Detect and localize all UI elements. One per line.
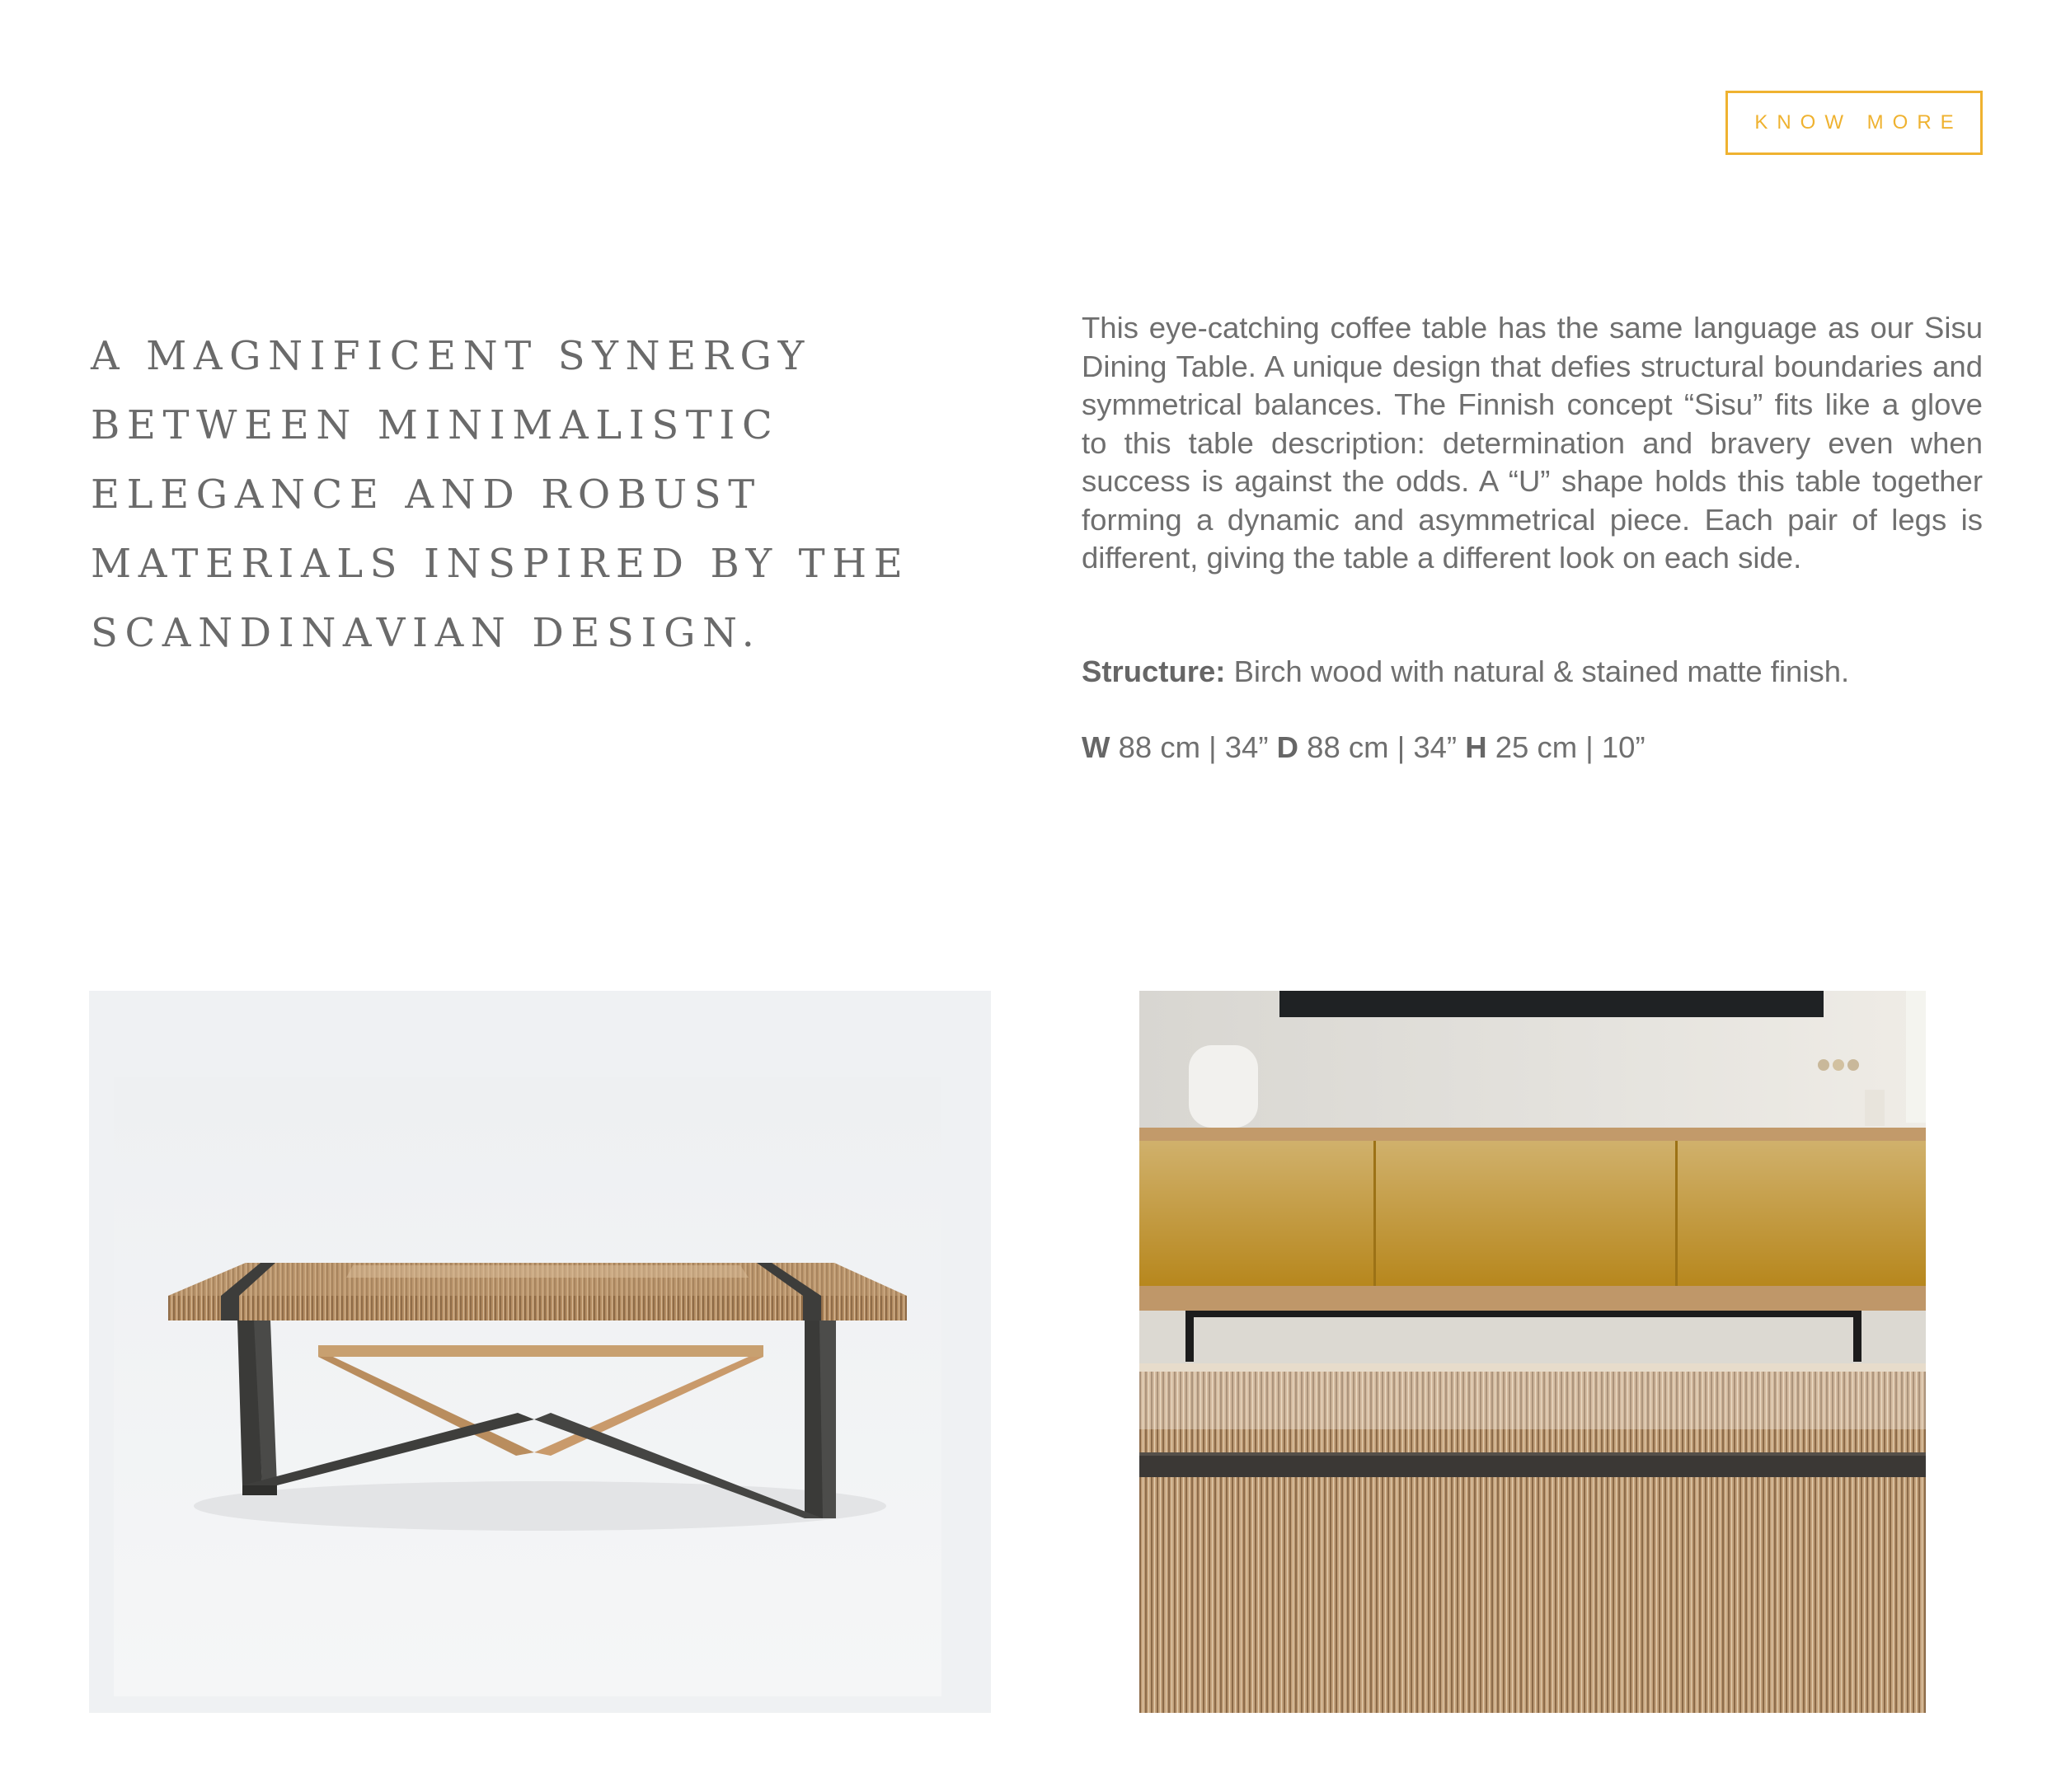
headline (91, 321, 998, 668)
know-more-button[interactable]: KNOW MORE (1725, 91, 1983, 155)
structure-text: Birch wood with natural & stained matte finish. (1225, 654, 1850, 688)
headline-line: SCANDINAVIAN DESIGN. (91, 610, 762, 656)
headline-line: ELEGANCE AND ROBUST (91, 471, 762, 518)
width-label: W (1082, 730, 1110, 764)
headline-line: MATERIALS INSPIRED BY THE (91, 541, 910, 587)
height-label: H (1465, 730, 1487, 764)
product-description: This eye-catching coffee table has the same language as our Sisu Dining Table. A unique design that defies structural boundaries and symmetrical balances. The Finnish concept “Sisu” fits like a glove to this table description: determination and bravery even when success is against the odds. A “U” shape holds this table together forming a dynamic and asymmetrical piece. Each pair of legs is different, giving the table a different look on each side. (1082, 311, 1983, 575)
width-value: 88 cm | 34” (1110, 730, 1277, 764)
height-value: 25 cm | 10” (1486, 730, 1646, 764)
product-photo-table (89, 991, 991, 1713)
dimensions-spec (1082, 729, 1983, 767)
structure-label: Structure: (1082, 654, 1226, 688)
product-photo-closeup (1139, 991, 1926, 1713)
headline-line: A MAGNIFICENT SYNERGY (91, 333, 811, 379)
depth-value: 88 cm | 34” (1307, 730, 1466, 764)
structure-spec (1082, 653, 1983, 691)
headline-line: BETWEEN MINIMALISTIC (91, 402, 780, 448)
depth-label: D (1276, 730, 1307, 764)
